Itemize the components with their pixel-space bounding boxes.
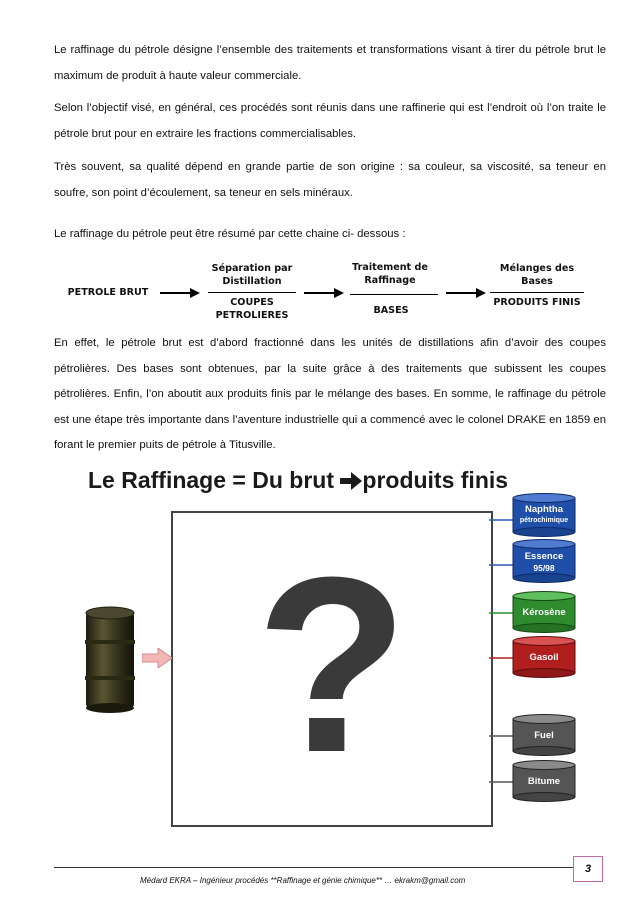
conclusion-paragraph: En effet, le pétrole brut est d’abord fractionné dans les unités de distillations afin d’avoir des coupes pétrolières. Des bases sont obtenues, par la suite grâce à des traitements que subissent les coupes pétrolières. Enfin, l’on aboutit aux produits finis par le mélange des bases. En somme, le raffinage du pétrole est une étape très importante dans l’aventure industrielle qui a commencé avec le colonel DRAKE en 1859 en forant le premier puits de pétrole à Titusville. (54, 337, 606, 451)
page-number-box (573, 856, 603, 882)
flow-step-result: COUPES PETROLIERES (215, 297, 289, 321)
flow-arrow-icon (304, 287, 344, 299)
flow-arrow-icon (160, 287, 200, 299)
quality-paragraph: Très souvent, sa qualité dépend en grande partie de son origine : sa couleur, sa viscosité, sa teneur en soufre, son point d’écoulement, sa teneur en sels minéraux. (54, 161, 606, 199)
figure-title (88, 467, 508, 494)
tank-icon (512, 493, 576, 537)
flow-start-label: PETROLE BRUT (67, 287, 149, 298)
tank-sublabel: 95/98 (533, 563, 555, 573)
flow-step-divider (350, 294, 438, 295)
oil-barrel-icon (84, 606, 136, 714)
footer-text: Médard EKRA – Ingénieur procédés **Raffinage et génie chimique** … ekrakm@gmail.com (140, 876, 466, 885)
page-number: 3 (584, 863, 592, 875)
flow-step-result: PRODUITS FINIS (493, 297, 581, 308)
flow-step-process: Séparation par Distillation (211, 263, 293, 287)
refinery-paragraph: Selon l’objectif visé, en général, ces procédés sont réunis dans une raffinerie qui est l’endroit où l’on traite le pétrole brut pour en extraire les fractions commercialisables. (54, 102, 606, 140)
tank-label: Kérosène (522, 607, 566, 618)
input-arrow-icon (142, 648, 172, 668)
tank-label: Fuel (534, 730, 554, 741)
tank-label: Essence (524, 551, 564, 562)
flow-step-process: Traitement de Raffinage (352, 262, 428, 286)
intro-paragraph: Le raffinage du pétrole désigne l’ensemble des traitements et transformations visant à tirer du pétrole brut le maximum de produit à haute valeur commerciale. (54, 44, 606, 82)
tank-label: Naphtha (525, 504, 563, 515)
question-mark: ? (255, 525, 409, 804)
flow-arrow-icon (446, 287, 486, 299)
flow-step-divider (490, 292, 584, 293)
flow-step-result: BASES (373, 305, 409, 316)
figure-title-left: Le Raffinage = Du brut (88, 467, 341, 493)
tank-sublabel: pétrochimique (519, 517, 569, 524)
chain-intro-paragraph: Le raffinage du pétrole peut être résumé par cette chaine ci- dessous : (54, 228, 406, 240)
tank-label: Gasoil (529, 652, 559, 663)
flow-step-divider (208, 292, 296, 293)
figure-title-right: produits finis (362, 467, 509, 493)
flow-step-process: Mélanges des Bases (499, 263, 575, 287)
tank-label: Bitume (527, 776, 561, 787)
right-arrow-icon (340, 472, 362, 490)
footer-rule (54, 867, 584, 868)
